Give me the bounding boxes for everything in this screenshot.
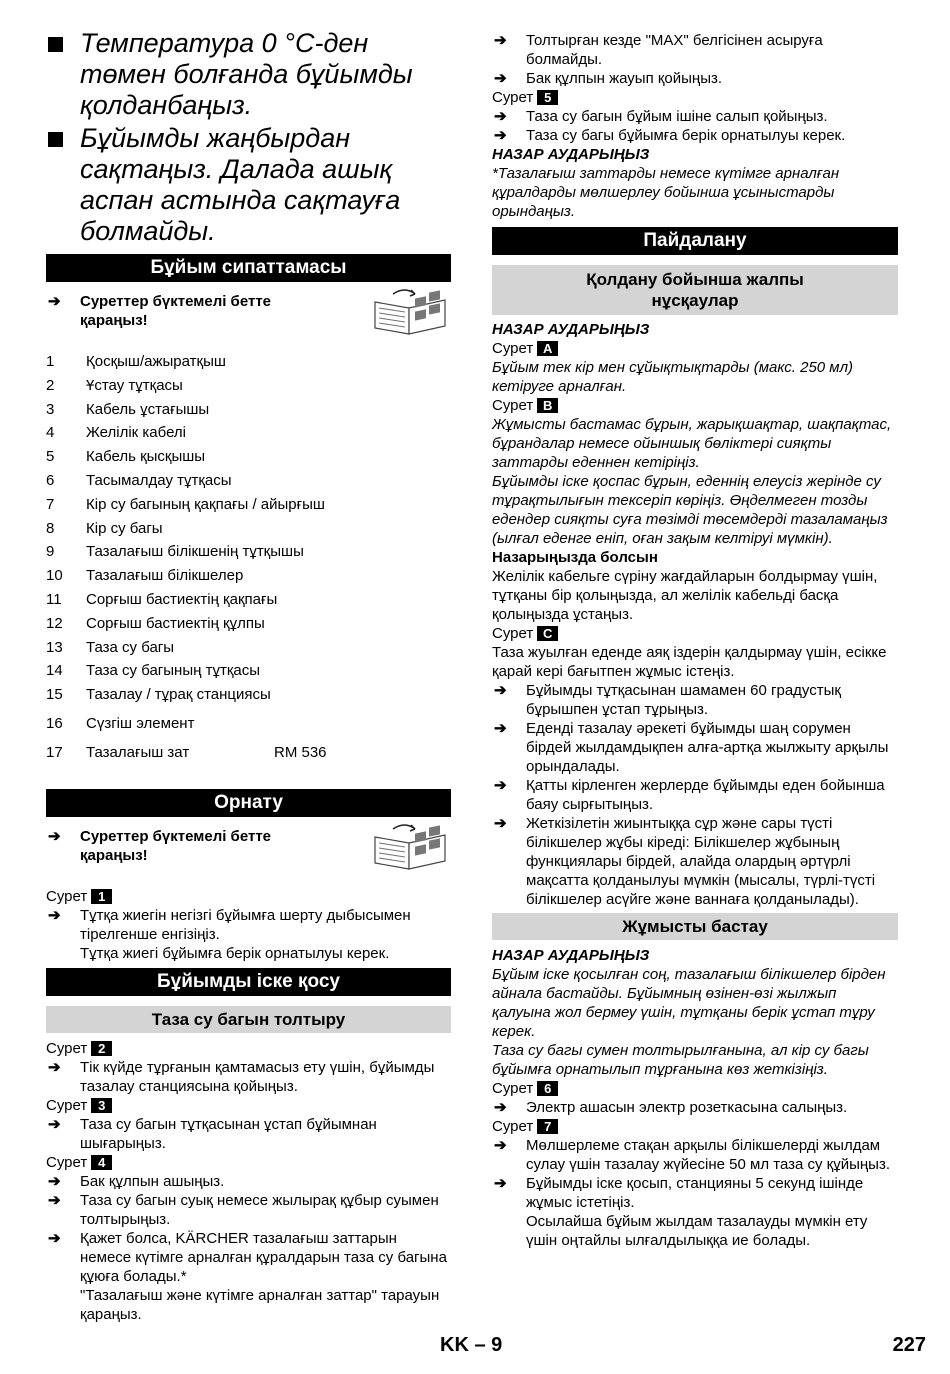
attention-title: НАЗАР АУДАРЫҢЫЗ	[492, 321, 650, 338]
attention-text: Таза су багы сумен толтырылғанына, ал кір су багы бұйымға орнатылып тұрғанына көз жеткізіңіз.	[492, 1042, 869, 1078]
section-header-description: Бұйым сипаттамасы	[46, 254, 451, 282]
subsection-header-general: Қолдану бойынша жалпы нұсқаулар	[492, 265, 898, 315]
note-text: Желілік кабельге сүріну жағдайларын болдырмау үшін, тұтқаны бір қолыңызда, ал желілік кабельді басқа қолыңызда ұстаңыз.	[492, 568, 878, 623]
arrow-icon: ➔	[494, 70, 507, 87]
left-column	[46, 28, 451, 1324]
arrow-icon: ➔	[494, 1175, 507, 1192]
figure-ref: Сурет B	[492, 396, 898, 415]
instruction-step: ➔ Жеткізілетін жиынтыққа сұр және сары түсті білікшелер жұбы кіреді: Білікшелер жұбының функциялары бірдей, алайда олардың әртүрлі мақсатта қолданылуы мүмкін (мысалы, түрлі-түсті білікшелер асүйге және ваннаға қолданылады).	[494, 815, 876, 908]
figure-number-badge: 4	[91, 1155, 112, 1170]
arrow-icon: ➔	[48, 293, 61, 310]
arrow-icon: ➔	[494, 1137, 507, 1154]
attention-text: *Тазалағыш заттарды немесе күтімге арналған құралдарды мөлшерлеу бойынша ұсыныстарды орындаңыз.	[492, 165, 840, 220]
instruction-step: ➔ Қажет болса, KÄRCHER тазалағыш заттарын немесе күтімге арналған құралдарын таза су багына құюға болады.*	[48, 1229, 447, 1285]
arrow-icon: ➔	[48, 1115, 61, 1133]
arrow-icon: ➔	[494, 720, 507, 737]
figure-number-badge: 1	[91, 889, 112, 904]
section-header-startup: Бұйымды іске қосу	[46, 968, 451, 996]
arrow-icon: ➔	[48, 1058, 61, 1076]
arrow-icon: ➔	[48, 1172, 61, 1190]
attention-text: Бұйымды іске қоспас бұрын, еденнің елеусіз жерінде су тұрақтылығын тексеріп көріңіз. Өңделмеген тозды едендер сияқты суға төзімді төсемдерді тазаламаңыз (ылғал еденге еніп, оған зақым келтіруі мүмкін).	[492, 473, 888, 547]
figure-number-badge: 2	[91, 1041, 112, 1056]
list-item: 6 Тасымалдау тұтқасы	[46, 471, 232, 489]
square-bullet-icon	[48, 132, 63, 147]
figure-number-badge: 7	[537, 1119, 558, 1134]
warning-item: Бұйымды жаңбырдан сақтаңыз. Далада ашық аспан астында сақтауға болмайды.	[46, 123, 451, 247]
figure-ref: Сурет 2	[46, 1039, 451, 1058]
instruction-note: Осылайша бұйым жылдам тазалауды мүмкін ету үшін оңтайлы ылғалдылыққа ие болады.	[526, 1213, 868, 1249]
instruction-step: ➔ Таза су багы бұйымға берік орнатылуы керек.	[494, 127, 846, 144]
arrow-icon: ➔	[494, 1099, 507, 1116]
arrow-icon: ➔	[494, 777, 507, 794]
footer-section-label: KK – 9	[440, 1334, 503, 1356]
instruction-note: Тұтқа жиегі бұйымға берік орнатылуы керек.	[80, 944, 390, 962]
figure-ref: Сурет 7	[492, 1117, 898, 1136]
instruction-step: ➔ Толтырған кезде "MAX" белгісінен асыруға болмайды.	[494, 32, 823, 68]
instruction-note: "Тазалағыш және күтімге арналған заттар" тарауын қараңыз.	[80, 1286, 440, 1323]
open-book-icon	[371, 821, 451, 871]
arrow-icon: ➔	[494, 682, 507, 699]
list-item: 16 Сүзгіш элемент	[46, 714, 195, 732]
attention-text: Бұйым іске қосылған соң, тазалағыш білікшелер бірден айнала бастайды. Бұйымның өзінен-өзі жылжып қалуына жол бермеу үшін, тұтқаны берік ұстап тұру керек.	[492, 966, 886, 1040]
list-item: 17 Тазалағыш зат RM 536	[46, 743, 327, 761]
instruction-step: ➔ Электр ашасын электр розеткасына салыңыз.	[494, 1099, 848, 1116]
figure-number-badge: B	[537, 398, 558, 413]
arrow-icon: ➔	[494, 127, 507, 144]
figure-ref: Сурет 4	[46, 1153, 451, 1172]
instruction-step: ➔ Бак құлпын жауып қойыңыз.	[494, 70, 723, 87]
figure-ref: Сурет 6	[492, 1079, 898, 1098]
figure-number-badge: C	[537, 626, 558, 641]
figure-number-badge: 6	[537, 1081, 558, 1096]
see-pictures-note: ➔ Суреттер бүктемелі бетте қараңыз!	[46, 827, 451, 865]
list-item: 4 Желілік кабелі	[46, 424, 186, 442]
figure-ref: Сурет 1	[46, 887, 451, 906]
list-item: 13 Таза су багы	[46, 638, 175, 656]
square-bullet-icon	[48, 37, 63, 52]
section-header-use: Пайдалану	[492, 227, 898, 255]
attention-title: НАЗАР АУДАРЫҢЫЗ	[492, 146, 650, 163]
list-item: 3 Кабель ұстағышы	[46, 400, 210, 418]
arrow-icon: ➔	[48, 1191, 61, 1209]
figure-number-badge: 3	[91, 1098, 112, 1113]
see-pictures-note: ➔ Суреттер бүктемелі бетте қараңыз!	[46, 292, 451, 330]
subsection-header-fill: Таза су багын толтыру	[46, 1006, 451, 1033]
list-item: 9 Тазалағыш білікшенің тұтқышы	[46, 543, 304, 561]
arrow-icon: ➔	[494, 108, 507, 125]
instruction-step: ➔ Таза су багын бұйым ішіне салып қойыңыз.	[494, 108, 828, 125]
list-item: 1 Қосқыш/ажыратқыш	[46, 353, 226, 370]
arrow-icon: ➔	[48, 1229, 61, 1247]
right-column	[492, 31, 898, 1250]
instruction-step: ➔ Бұйымды іске қосып, станцияны 5 секунд ішінде жұмыс істетіңіз.	[494, 1175, 864, 1211]
figure-number-badge: A	[537, 341, 558, 356]
section-header-install: Орнату	[46, 789, 451, 817]
list-item: 11 Сорғыш бастиектің қақпағы	[46, 590, 278, 608]
instruction-step: ➔ Мөлшерлеме стақан арқылы білікшелерді жылдам сулау үшін тазалау жүйесіне 50 мл таза су құйыңыз.	[494, 1137, 890, 1173]
instruction-step: ➔ Тік күйде тұрғанын қамтамасыз ету үшін, бұйымды тазалау станциясына қойыңыз.	[48, 1058, 435, 1095]
instruction-step: ➔ Бұйымды тұтқасынан шамамен 60 градустық бұрышпен ұстап тұрыңыз.	[494, 682, 841, 718]
attention-text: Жұмысты бастамас бұрын, жарықшақтар, шақпақтас, бұрандалар немесе ойыншық бөліктері сияқты заттарды еденнен кетіріңіз.	[492, 416, 892, 471]
arrow-icon: ➔	[494, 32, 507, 49]
paragraph: Таза жуылған еденде аяқ іздерін қалдырмау үшін, есікке қарай кері бағытпен жұмыс істеңіз.	[492, 644, 887, 680]
list-item: 15 Тазалау / тұрақ станциясы	[46, 686, 271, 704]
list-item: 12 Сорғыш бастиектің құлпы	[46, 614, 265, 632]
figure-number-badge: 5	[537, 90, 558, 105]
instruction-step: ➔ Таза су багын тұтқасынан ұстап бұйымнан шығарыңыз.	[48, 1115, 377, 1152]
list-item: 8 Кір су багы	[46, 519, 163, 537]
page-number: 227	[892, 1334, 926, 1356]
list-item: 10 Тазалағыш білікшелер	[46, 567, 244, 585]
open-book-icon	[371, 286, 451, 336]
instruction-step: ➔ Бак құлпын ашыңыз.	[48, 1172, 225, 1190]
instruction-step: ➔ Еденді тазалау әрекеті бұйымды шаң сорумен бірдей жылдамдықпен алға-артқа жылжыту арқылы орындалады.	[494, 720, 889, 775]
attention-text: Бұйым тек кір мен сұйықтықтарды (макс. 250 мл) кетіруге арналған.	[492, 359, 854, 395]
figure-ref: Сурет 5	[492, 88, 898, 107]
instruction-step: ➔ Қатты кірленген жерлерде бұйымды еден бойынша баяу сырғытыңыз.	[494, 777, 885, 813]
list-item: 5 Кабель қысқышы	[46, 448, 206, 466]
figure-ref: Сурет A	[492, 339, 898, 358]
subsection-header-start: Жұмысты бастау	[492, 913, 898, 940]
list-item: 7 Кір су багының қақпағы / айырғыш	[46, 495, 325, 513]
arrow-icon: ➔	[48, 827, 61, 845]
list-item: 14 Таза су багының тұтқасы	[46, 662, 261, 680]
arrow-icon: ➔	[48, 906, 61, 924]
warning-item: Температура 0 °C-ден төмен болғанда бұйымды қолданбаңыз.	[46, 28, 451, 121]
instruction-step: ➔ Тұтқа жиегін негізгі бұйымға шерту дыбысымен тірелгенше енгізіңіз.	[48, 906, 411, 943]
list-item: 2 Ұстау тұтқасы	[46, 376, 183, 394]
parts-list	[46, 350, 451, 765]
arrow-icon: ➔	[494, 815, 507, 832]
instruction-step: ➔ Таза су багын суық немесе жылырақ құбыр суымен толтырыңыз.	[48, 1191, 439, 1228]
figure-ref: Сурет C	[492, 624, 898, 643]
attention-title: НАЗАР АУДАРЫҢЫЗ	[492, 947, 650, 964]
figure-ref: Сурет 3	[46, 1096, 451, 1115]
note-title: Назарыңызда болсын	[492, 549, 658, 566]
